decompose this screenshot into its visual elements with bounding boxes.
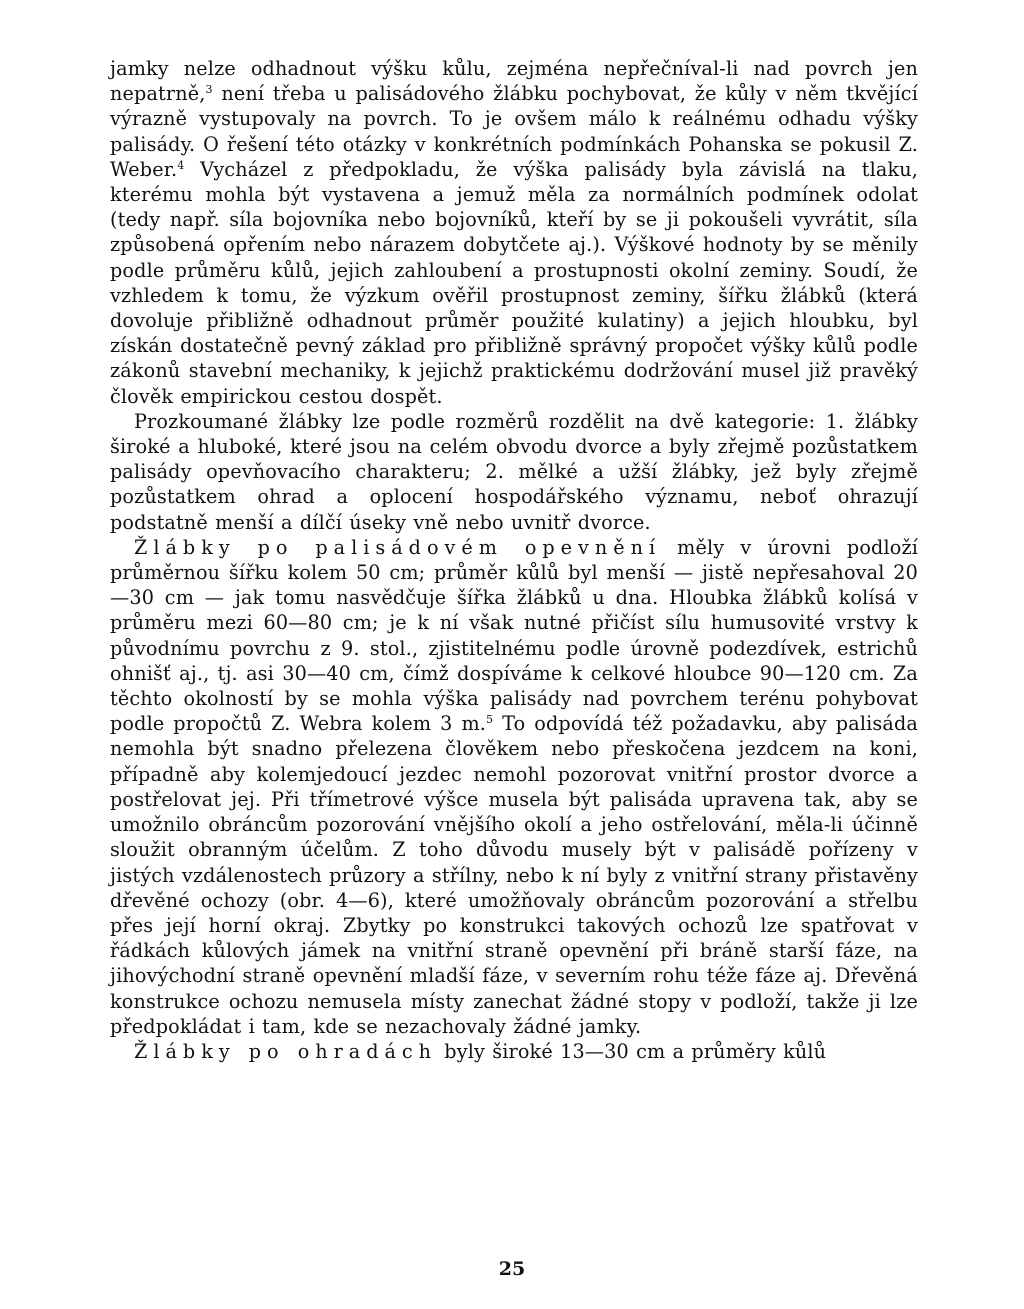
footnote-ref-5: 5 xyxy=(486,713,494,727)
paragraph-1-text-c: Vycházel z předpokladu, že výška palisády byla závislá na tlaku, kterému mohla být vystavena a jemuž měla za normálních podmínek odolat (tedy např. síla bojovníka nebo bojovníků, kteří by se ji pokoušeli vyvrátit, síla způsobená opřením nebo nárazem dobytčete aj.). Výškové hodnoty by se měnily podle průměru kůlů, jejich zahloubení a prostupnosti okolní zeminy. Soudí, že vzhledem k tomu, že výzkum ověřil prostupnost zeminy, šířku žlábků (která dovoluje přibližně odhadnout průměr použité kulatiny) a jejich hloubku, byl získán dostatečně pevný základ pro přibližně správný propočet výšky kůlů podle zákonů stavební mechaniky, k jejichž praktickému dodržování musel již pravěký člověk empirickou cestou dospět. xyxy=(110,157,918,408)
paragraph-3-text-b: To odpovídá též požadavku, aby palisáda nemohla být snadno přelezena člověkem nebo přeskočena jezdcem na koni, případně aby kolemjedoucí jezdec nemohl pozorovat vnitřní prostor dvorce a postřelovat jej. Při třímetrové výšce musela být palisáda upravena tak, aby se umožnilo obráncům pozorování vnějšího okolí a jeho ostřelování, měla-li účinně sloužit obranným účelům. Z toho důvodu musely být v palisádě pořízeny v jistých vzdálenostech průzory a střílny, nebo k ní byly z vnitřní strany přistavěny dřevěné ochozy (obr. 4—6), které umožňovaly obráncům pozorování a střelbu přes její horní okraj. Zbytky po konstrukci takových ochozů lze spatřovat v řádkách kůlových jámek na vnitřní straně opevnění při bráně starší fáze, na jihovýchodní straně opevnění mladší fáze, v severním rohu téže fáze aj. Dřevěná konstrukce ochozu nemusela místy zanechat žádné stopy v podloží, takže ji lze předpokládat i tam, kde se nezachovaly žádné jamky. xyxy=(110,712,919,1038)
page-number: 25 xyxy=(498,1258,526,1280)
paragraph-1-text-a: jamky nelze odhadnout výšku kůlu, zejména nepřečníval-li nad povrch jen nepatrně, xyxy=(110,57,918,106)
paragraph-3-text-a: měly v úrovni podloží průměrnou šířku kolem 50 cm; průměr kůlů byl menší — jistě nepřesahoval 20—30 cm — jak tomu nasvědčuje šířka žlábků u dna. Hloubka žlábků kolísá v průměru mezi 60—80 cm; je k ní však nutné přičíst sílu humusovité vrstvy k původnímu povrchu z 9. stol., zjistitelnému podle úrovně podezdívek, estrichů ohnišť aj., tj. asi 30—40 cm, čímž dospíváme k celkové hloubce 90—120 cm. Za těchto okolností by se mohla výška palisády nad povrchem terénu pohybovat podle propočtů Z. Webra kolem 3 m. xyxy=(110,535,919,736)
paragraph-4-lead: Žlábky po ohradách xyxy=(134,1039,438,1063)
body-text xyxy=(110,56,918,1064)
paragraph-1 xyxy=(110,56,918,409)
footnote-ref-3: 3 xyxy=(205,83,213,97)
paragraph-3 xyxy=(110,535,918,1039)
paragraph-1-text-b: není třeba u palisádového žlábku pochybovat, že kůly v něm tkvějící výrazně vystupovaly na povrch. To je ovšem málo k reálnému odhadu výšky palisády. O řešení této otázky v konkrétních podmínkách Pohanska se pokusil Z. Weber. xyxy=(110,82,918,181)
paragraph-4-text: byly široké 13—30 cm a průměry kůlů xyxy=(437,1039,827,1063)
paragraph-3-lead: Žlábky po palisádovém opevnění xyxy=(134,535,662,559)
footnote-ref-4: 4 xyxy=(177,158,185,172)
paragraph-2: Prozkoumané žlábky lze podle rozměrů rozdělit na dvě kategorie: 1. žlábky široké a hluboké, které jsou na celém obvodu dvorce a byly zřejmě pozůstatkem palisády opevňovacího charakteru; 2. mělké a užší žlábky, jež byly zřejmě pozůstatkem ohrad a oplocení hospodářského významu, neboť ohrazují podstatně menší a dílčí úseky vně nebo uvnitř dvorce. xyxy=(110,409,918,534)
paragraph-4 xyxy=(110,1039,918,1064)
